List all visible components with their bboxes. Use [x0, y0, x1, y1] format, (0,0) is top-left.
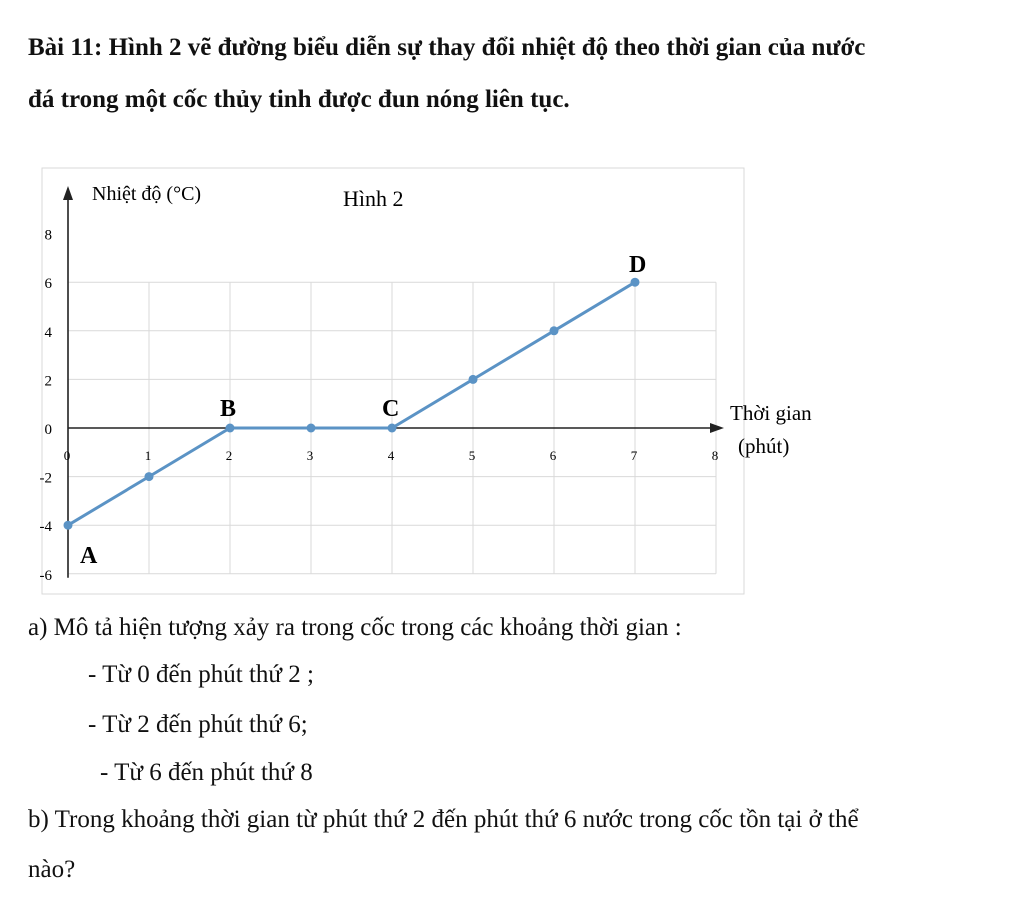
data-point — [64, 521, 73, 530]
x-tick-label: 6 — [549, 448, 557, 463]
x-tick-label: 1 — [144, 448, 152, 463]
y-tick-label: 0 — [44, 422, 52, 438]
data-point — [469, 375, 478, 384]
x-axis-label-line1: Thời gian — [730, 401, 812, 425]
y-tick-label: 2 — [44, 373, 52, 390]
y-tick-label: 6 — [44, 276, 52, 293]
x-tick-label: 0 — [63, 448, 71, 463]
y-tick-label: -4 — [39, 519, 52, 536]
x-tick-label: 4 — [387, 448, 395, 463]
point-label-d: D — [629, 252, 647, 279]
part-b-line-1: b) Trong khoảng thời gian từ phút thứ 2 đến phút thứ 6 nước trong cốc tồn tại ở thể — [28, 806, 859, 833]
x-tick-label: 7 — [630, 448, 638, 463]
data-point — [550, 326, 559, 335]
x-tick-label: 5 — [468, 448, 476, 463]
y-axis-arrow — [63, 186, 73, 200]
point-label-c: C — [382, 396, 400, 422]
data-point — [307, 424, 316, 433]
data-point — [388, 424, 397, 433]
x-axis-label-line2: (phút) — [738, 434, 790, 458]
data-point — [631, 278, 640, 287]
series-line — [68, 282, 635, 525]
part-b-line-2: nào? — [28, 856, 76, 883]
part-a-item-2: - Từ 2 đến phút thứ 6; — [88, 711, 308, 738]
heading-line-1: Bài 11: Hình 2 vẽ đường biểu diễn sự thay đổi nhiệt độ theo thời gian của nước — [28, 34, 866, 61]
part-a-item-1: - Từ 0 đến phút thứ 2 ; — [88, 661, 314, 688]
x-tick-label: 8 — [711, 448, 719, 463]
chart-ticks — [40, 228, 719, 584]
y-axis-label: Nhiệt độ (°C) — [92, 183, 202, 205]
chart-title: Hình 2 — [343, 186, 404, 211]
y-tick-label: 4 — [44, 324, 52, 341]
x-tick-label: 2 — [225, 448, 233, 463]
point-label-a: A — [80, 543, 98, 570]
part-a: a) Mô tả hiện tượng xảy ra trong cốc trong các khoảng thời gian : — [28, 614, 682, 641]
chart-axes — [63, 186, 724, 578]
chart-point-labels — [80, 252, 646, 569]
chart-series — [64, 278, 640, 530]
heading-line-2: đá trong một cốc thủy tinh được đun nóng liên tục. — [28, 86, 570, 113]
data-point — [226, 424, 235, 433]
chart-frame — [39, 168, 744, 594]
x-axis-arrow — [710, 423, 724, 433]
y-tick-label: 8 — [44, 227, 52, 244]
part-a-item-3: - Từ 6 đến phút thứ 8 — [100, 759, 313, 786]
y-tick-label: -6 — [39, 567, 52, 584]
y-tick-label: -2 — [39, 470, 52, 487]
x-tick-label: 3 — [306, 448, 314, 463]
data-point — [145, 472, 154, 481]
point-label-b: B — [220, 396, 237, 422]
